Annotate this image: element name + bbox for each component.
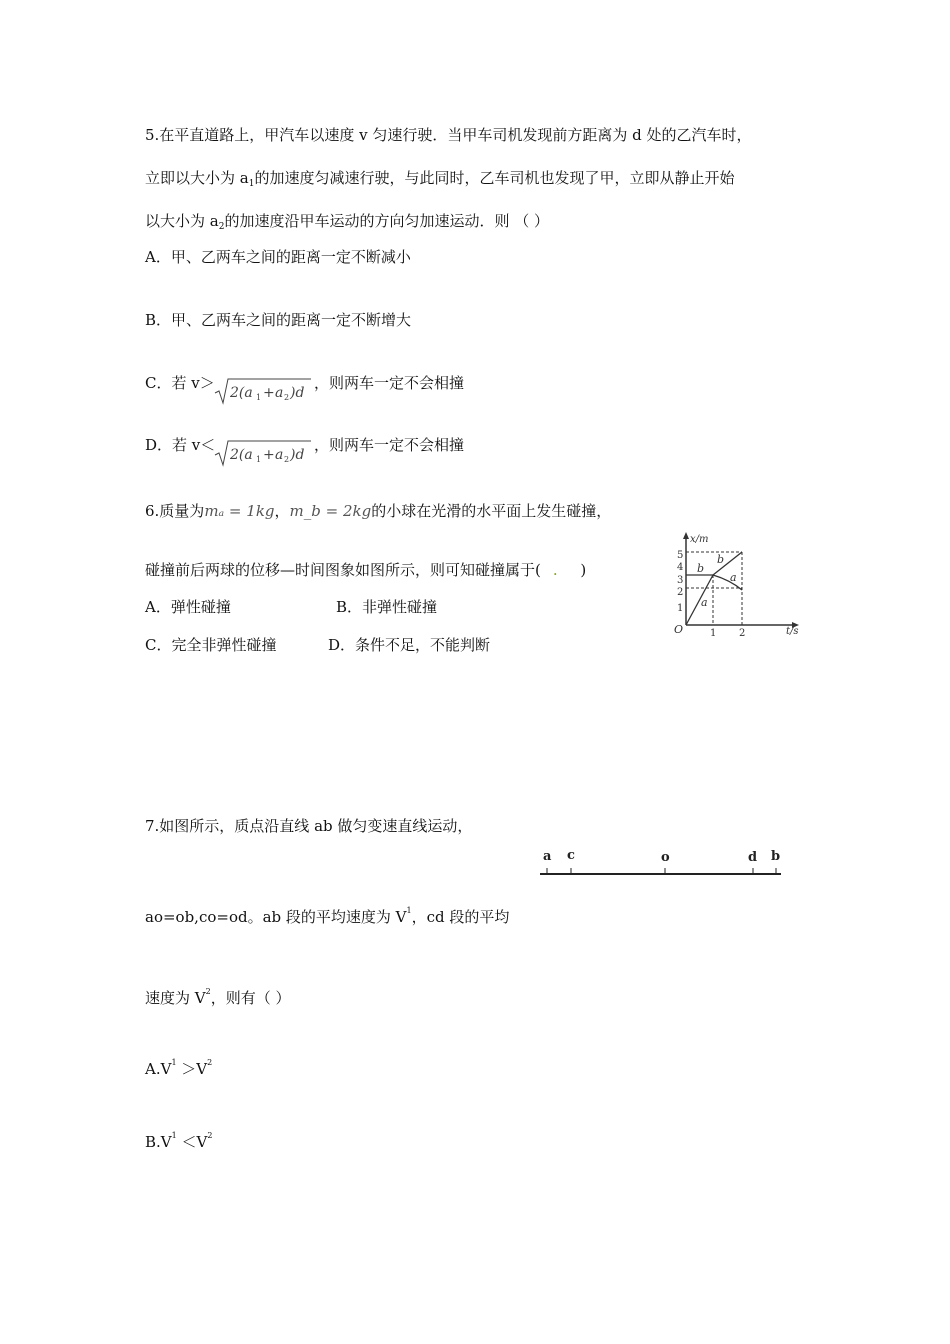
q5-option-d-pre: D．若 v＜ <box>145 436 216 454</box>
sqrt-formula-icon <box>215 439 315 469</box>
graph-y-tick: 5 <box>677 550 684 561</box>
q7-segment-diagram <box>538 843 788 883</box>
q5-option-c-post: ，则两车一定不会相撞 <box>314 374 465 392</box>
q7-line3-sup: 2 <box>205 987 211 996</box>
q5-option-b: B．甲、乙两车之间的距离一定不断增大 <box>145 311 412 329</box>
q7-option-a-text: A.V <box>145 1060 172 1078</box>
q5-line3-sub: 2 <box>218 222 225 232</box>
q6-line2-a: 碰撞前后两球的位移—时间图象如图所示，则可知碰撞属于( <box>145 561 541 579</box>
graph-y-label: x/m <box>690 534 709 545</box>
q7-line2-a: ao=ob,co=od。ab 段的平均速度为 V <box>145 908 407 926</box>
point-label-c: c <box>567 848 575 863</box>
svg-text:+: + <box>263 447 275 463</box>
graph-origin: O <box>674 623 684 636</box>
graph-label-b: b <box>717 553 725 566</box>
q5-option-d-post: ，则两车一定不会相撞 <box>314 436 465 454</box>
graph-x-tick: 2 <box>739 628 746 639</box>
graph-label-a: a <box>701 596 708 609</box>
svg-text:2: 2 <box>284 393 290 402</box>
svg-text:2(a: 2(a <box>230 447 253 463</box>
q6-option-b: B．非弹性碰撞 <box>336 598 438 616</box>
q7-line3-b: ，则有（ ） <box>210 989 291 1007</box>
q7-line2-sup: 1 <box>406 906 412 915</box>
q6-line1-post: 的小球在光滑的水平面上发生碰撞， <box>371 502 612 520</box>
point-label-b: b <box>771 849 781 864</box>
q7-option-b <box>145 1127 212 1151</box>
graph-label-a: a <box>730 571 737 584</box>
q5-option-a: A．甲、乙两车之间的距离一定不断减小 <box>145 248 411 266</box>
q6-mass-b: m_b = 2kg <box>289 502 372 520</box>
point-label-o: o <box>661 850 670 865</box>
q7-option-a-sup1: 1 <box>171 1058 177 1067</box>
q5-option-c-formula <box>215 377 315 407</box>
svg-text:a: a <box>275 385 284 401</box>
q6-line2-b: ) <box>575 561 587 579</box>
svg-text:a: a <box>275 447 284 463</box>
q7-line3 <box>145 983 290 1007</box>
svg-text:1: 1 <box>256 393 262 402</box>
q7-option-a-rel: ＞V <box>176 1060 208 1078</box>
q7-option-b-rel: ＜V <box>176 1133 208 1151</box>
q6-line1 <box>145 502 611 520</box>
q7-line2-b: ，cd 段的平均 <box>411 908 510 926</box>
q6-line2-dot: . <box>552 561 558 579</box>
graph-y-tick: 1 <box>677 603 684 614</box>
q7-option-b-sup1: 1 <box>171 1131 177 1140</box>
q6-comma: ， <box>274 502 290 520</box>
sqrt-formula-icon <box>215 377 315 407</box>
q5-line1: 5.在平直道路上，甲汽车以速度 v 匀速行驶．当甲车司机发现前方距离为 d 处的乙汽车时， <box>145 126 752 144</box>
q5-line3-a: 以大小为 a <box>145 212 219 230</box>
q5-line2-b: 的加速度匀减速行驶，与此同时，乙车司机也发现了甲，立即从静止开始 <box>254 169 735 187</box>
svg-text:1: 1 <box>256 455 262 464</box>
q5-line2 <box>145 169 734 193</box>
graph-line-a <box>686 575 713 625</box>
graph-y-arrow <box>683 532 689 539</box>
svg-text:)d: )d <box>290 447 305 463</box>
graph-label-b: b <box>697 562 705 575</box>
q7-line1: 7.如图所示，质点沿直线 ab 做匀变速直线运动， <box>145 817 473 835</box>
point-label-a: a <box>543 849 552 864</box>
graph-x-tick: 1 <box>710 628 717 639</box>
q6-xt-graph <box>664 530 814 640</box>
svg-text:+: + <box>263 385 275 401</box>
q6-line1-pre: 6.质量为 <box>145 502 205 520</box>
q7-option-a <box>145 1054 212 1078</box>
q7-line3-a: 速度为 V <box>145 989 206 1007</box>
q5-line3 <box>145 212 549 236</box>
svg-text:)d: )d <box>290 385 305 401</box>
q5-line2-sub: 1 <box>248 179 255 189</box>
graph-x-label: t/s <box>786 626 799 637</box>
graph-y-tick: 3 <box>677 575 684 586</box>
q5-line3-b: 的加速度沿甲车运动的方向匀加速运动．则 （ ） <box>224 212 549 230</box>
q5-line2-a: 立即以大小为 a <box>145 169 249 187</box>
point-label-d: d <box>748 850 758 865</box>
graph-y-tick: 2 <box>677 587 684 598</box>
q7-line2 <box>145 902 509 926</box>
q6-line2 <box>145 561 586 579</box>
q7-option-a-sup2: 2 <box>207 1058 213 1067</box>
q6-option-c: C．完全非弹性碰撞 <box>145 636 277 654</box>
q6-option-d: D．条件不足，不能判断 <box>328 636 491 654</box>
q5-option-d-formula <box>215 439 315 469</box>
q6-mass-a: mₐ = 1kg <box>204 502 275 520</box>
svg-text:2(a: 2(a <box>230 385 253 401</box>
q5-option-c-pre: C．若 v＞ <box>145 374 215 392</box>
graph-y-tick: 4 <box>677 562 684 573</box>
q6-option-a: A．弹性碰撞 <box>145 598 231 616</box>
q7-option-b-sup2: 2 <box>207 1131 213 1140</box>
svg-text:2: 2 <box>284 455 290 464</box>
q7-option-b-text: B.V <box>145 1133 172 1151</box>
